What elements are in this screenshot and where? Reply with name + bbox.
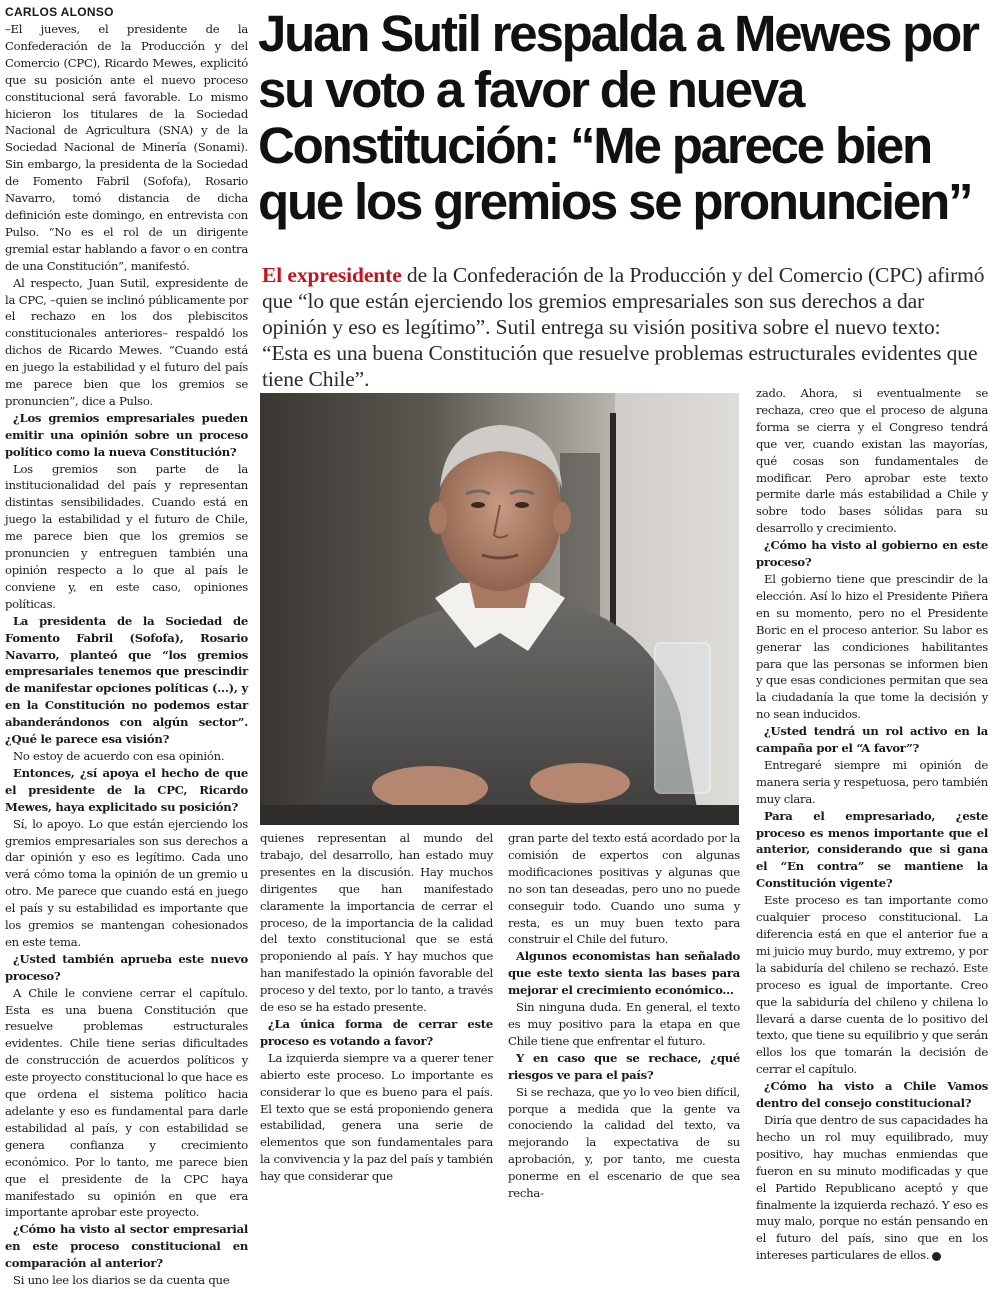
article-column-1 [5, 5, 248, 1288]
interview-question: ¿Usted también aprueba este nuevo proceso? [5, 951, 248, 983]
interview-question: ¿Cómo ha visto al sector empresarial en este proceso constitucional en comparación al anterior? [5, 1222, 248, 1271]
interview-question: Para el empresariado, ¿este proceso es menos importante que el anterior, considerando que si gana el “En contra” se mantiene la Constitución vigente? [756, 808, 988, 891]
body-paragraph: quienes representan al mundo del trabajo, del desarrollo, han estado muy presentes en la discusión. Hay muchos dirigentes que han manifestado claramente la importancia de cerrar el proceso, de la importancia de la calidad del texto constitucional que se está proponiendo al país. Y hay muchos que han manifestado la opinión favorable del proceso y del texto, por lo tanto, a través de eso se ha estado presente. [260, 831, 493, 1015]
interview-question: ¿Usted tendrá un rol activo en la campaña por el “A favor”? [756, 724, 988, 756]
lead-highlight: El expresidente [262, 263, 402, 287]
article-column-2 [260, 830, 493, 1184]
portrait-photo [260, 393, 739, 825]
interview-question: ¿Cómo ha visto a Chile Vamos dentro del consejo constitucional? [756, 1079, 988, 1111]
interview-question: ¿Los gremios empresariales pueden emitir una opinión sobre un proceso político como la nueva Constitución? [5, 410, 248, 459]
article-column-4 [756, 385, 989, 1263]
body-paragraph: Este proceso es tan importante como cualquier proceso constitucional. La diferencia está en que el anterior fue a mi juicio muy burdo, muy extremo, y por la sabiduría del chileno se rechazó. Este proceso es igual de importante. Creo que la sabiduría del chileno y chilena lo llevará a darse cuenta de lo positivo del texto, que tiene su equilibrio y que serán ellos los que tomarán la decisión de cerrar el capítulo. [756, 893, 988, 1077]
interview-question: ¿Cómo ha visto al gobierno en este proceso? [756, 538, 988, 570]
interview-question: La presidenta de la Sociedad de Fomento Fabril (Sofofa), Rosario Navarro, planteó que “los gremios empresariales tenemos que prescindir de manifestar opciones políticas (...), y en la Constitución no podemos estar abanderándonos con algún sector”. ¿Qué le parece esa visión? [5, 613, 248, 747]
interview-question: Algunos economistas han señalado que este texto sienta las bases para mejorar el crecimiento económico... [508, 949, 740, 998]
body-paragraph: A Chile le conviene cerrar el capítulo. Esta es una buena Constitución que resuelve problemas estructurales evidentes. Chile tiene serias dificultades de construcción de acuerdos políticos y este proyecto constitucional lo que hace es que ordena el sistema político hacia adelante y eso es fundamental para darle estabilidad al país, y con estabilidad se genera confianza y crecimiento económico. Por lo tanto, me parece bien que el presidente de la CPC haya manifestado su opinión en que era importante aprobar este proyecto. [5, 985, 248, 1220]
body-paragraph: Al respecto, Juan Sutil, expresidente de la CPC, –quien se inclinó públicamente por el rechazo en los dos plebiscitos constitucionales anteriores– respaldó los dichos de Ricardo Mewes. “Cuando está en juego la estabilidad y el futuro del país me parece bien que los gremios se pronuncien”, dice a Pulso. [5, 275, 248, 408]
body-paragraph: gran parte del texto está acordado por la comisión de expertos con algunas modificaciones positivas y algunas que no son tan deseadas, pero uno no puede conseguir todo. Cuando uno suma y resta, es un muy buen texto para construir el Chile del futuro. [508, 831, 740, 947]
final-paragraph-text: Diría que dentro de sus capacidades ha hecho un rol muy equilibrado, muy positivo, hay muchas enmiendas que fueron en su minuto modificadas y que el Partido Republicano aceptó y que finalmente la izquierda rechazó. Y eso es muy malo, porque no están pensando en el futuro del país, sino que en los intereses particulares de ellos. [756, 1112, 988, 1263]
body-paragraph [756, 1112, 988, 1264]
body-paragraph: –El jueves, el presidente de la Confederación de la Producción y del Comercio (CPC), Ricardo Mewes, explicitó que su posición ante el nuevo proceso constitucional será favorable. Lo mismo hicieron los titulares de la Sociedad Nacional de Agricultura (SNA) y de la Sociedad Nacional de Minería (Sonami). Sin embargo, la presidenta de la Sociedad de Fomento Fabril (Sofofa), Rosario Navarro, tomó distancia de dicha definición este domingo, en entrevista con Pulso. “No es el rol de un dirigente gremial estar hablando a favor o en contra de una Constitución”, manifestó. [5, 22, 248, 273]
lead-paragraph [262, 262, 990, 392]
body-paragraph: Los gremios son parte de la institucionalidad del país y representan distintas sensibilidades. Cuando está en juego la estabilidad y el futuro de Chile, me parece bien que los gremios se pronuncien y entreguen también una opinión respecto a lo que al país le conviene y, en este caso, opiniones políticas. [5, 461, 248, 611]
body-paragraph: Si uno lee los diarios se da cuenta que [13, 1273, 230, 1288]
interview-question: Y en caso que se rechace, ¿qué riesgos ve para el país? [508, 1050, 740, 1082]
body-paragraph: Sin ninguna duda. En general, el texto es muy positivo para la etapa en que Chile tiene que enfrentar el futuro. [508, 1000, 740, 1048]
article-column-3 [508, 830, 740, 1201]
byline: CARLOS ALONSO [5, 5, 114, 19]
lead-text: de la Confederación de la Producción y del Comercio (CPC) afirmó que “lo que están ejerciendo los gremios empresariales son sus derechos a dar opinión y eso es legítimo”. Sutil entrega su visión positiva sobre el nuevo texto: “Esta es una buena Constitución que resuelve problemas estructurales evidentes que tiene Chile”. [262, 263, 985, 391]
end-of-article-icon [932, 1252, 941, 1261]
body-paragraph: zado. Ahora, si eventualmente se rechaza, creo que el proceso de alguna forma se cierra y el Congreso tendrá que ver, cuando existan las mayorías, qué cosas son fundamentales de modificar. Pero aprobar este texto permite darle más estabilidad a Chile y sobre todo bases sólidas para su desarrollo y crecimiento. [756, 386, 988, 536]
body-paragraph: La izquierda siempre va a querer tener abierto este proceso. Lo importante es considerar lo que es bueno para el país. El texto que se está proponiendo genera estabilidad, genera una serie de elementos que son fundamentales para la convivencia y la paz del país y también hay que considerar que [260, 1050, 493, 1184]
body-paragraph: Si se rechaza, que yo lo veo bien difícil, porque a medida que la gente va conociendo la calidad del texto, va mejorando la expectativa de su aprobación, y, por tanto, me cuesta ponerme en el escenario de que sea recha- [508, 1084, 740, 1201]
headline: Juan Sutil respalda a Mewes por su voto a favor de nueva Constitución: “Me parece bien que los gremios se pronuncien” [258, 5, 978, 230]
body-paragraph: Sí, lo apoyo. Lo que están ejerciendo los gremios empresariales son sus derechos a dar opinión y eso es legítimo. Cada uno verá cómo toma la opinión de un gremio u otro. Me parece que cuando está en juego el país y su estabilidad es importante que los gremios se mantengan cohesionados en este tema. [5, 816, 248, 949]
body-paragraph: El gobierno tiene que prescindir de la elección. Así lo hizo el Presidente Piñera en su momento, pero no el Presidente Boric en el proceso anterior. Su labor es generar las condiciones habilitantes para que las personas se informen bien y que esas condiciones permitan que sea la ciudadanía la que tome la decisión y no sean inducidos. [756, 571, 988, 722]
interview-question: ¿La única forma de cerrar este proceso es votando a favor? [260, 1016, 493, 1048]
body-paragraph: No estoy de acuerdo con esa opinión. [13, 748, 225, 763]
interview-question: Entonces, ¿sí apoya el hecho de que el presidente de la CPC, Ricardo Mewes, haya explicitado su posición? [5, 765, 248, 814]
body-paragraph: Entregaré siempre mi opinión de manera seria y respetuosa, pero también muy clara. [756, 757, 989, 806]
portrait-illustration [260, 393, 739, 825]
